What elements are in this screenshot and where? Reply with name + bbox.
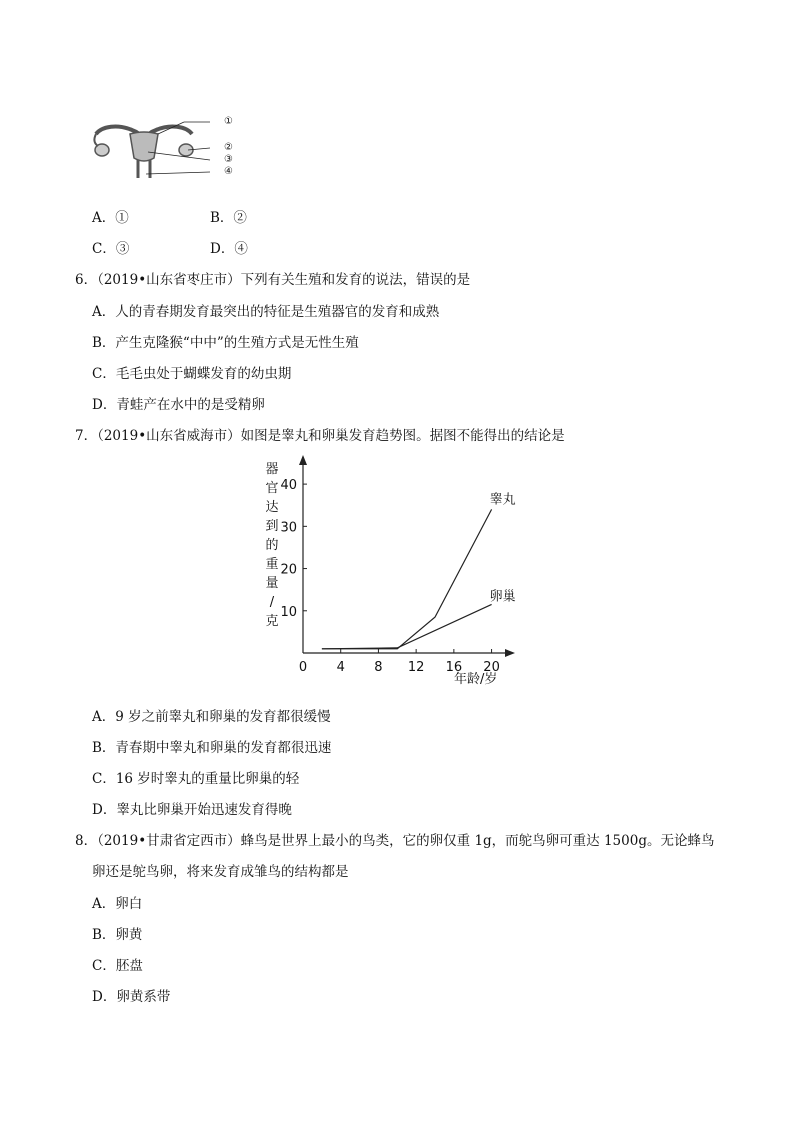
q6-stem: 6．（2019•山东省枣庄市）下列有关生殖和发育的说法，错误的是 (75, 272, 471, 288)
q7-option-d[interactable]: D．睾丸比卵巢开始迅速发育得晚 (92, 802, 292, 818)
x-tick-label: 12 (407, 660, 425, 675)
q8-option-a[interactable]: A．卵白 (92, 896, 143, 912)
option-letter: D． (210, 241, 235, 257)
option-letter: B． (210, 210, 234, 226)
growth-chart (250, 455, 540, 695)
q7-stem: 7．（2019•山东省威海市）如图是睾丸和卵巢发育趋势图。据图不能得出的结论是 (75, 428, 565, 444)
q6-option-d[interactable]: D．青蛙产在水中的是受精卵 (92, 397, 265, 413)
x-tick-label: 4 (336, 660, 345, 675)
q8-stem-line1: 8．（2019•甘肃省定西市）蜂鸟是世界上最小的鸟类，它的卵仅重 1g，而鸵鸟卵可重达 1500g。无论蜂鸟 (75, 833, 715, 849)
q7-option-c[interactable]: C．16 岁时睾丸的重量比卵巢的轻 (92, 771, 300, 787)
option-text: ② (233, 210, 247, 226)
x-axis-arrow (505, 649, 515, 657)
y-tick-label: 20 (280, 562, 297, 578)
y-tick-label: 40 (280, 478, 297, 494)
x-tick-label: 20 (483, 660, 500, 675)
x-tick-label: 0 (298, 660, 308, 675)
x-tick-label: 16 (445, 660, 463, 675)
option-text: ① (115, 210, 129, 226)
q6-option-b[interactable]: B．产生克隆猴“中中”的生殖方式是无性生殖 (92, 335, 359, 351)
option-text: ③ (115, 241, 130, 257)
q5-option-b[interactable] (210, 206, 247, 226)
option-text: ④ (234, 241, 248, 257)
option-letter: C． (92, 241, 116, 257)
x-tick-label: 8 (374, 660, 383, 675)
y-axis-arrow (299, 455, 307, 465)
q6-option-c[interactable]: C．毛毛虫处于蝴蝶发育的幼虫期 (92, 366, 292, 382)
uterus-diagram (88, 112, 228, 184)
series-line-1 (322, 509, 492, 648)
q5-option-c[interactable] (92, 237, 129, 257)
diagram-label-2: ② (224, 142, 233, 153)
option-letter: A． (92, 210, 116, 226)
diagram-label-1: ① (224, 116, 233, 127)
q8-option-d[interactable]: D．卵黄系带 (92, 989, 171, 1005)
q7-option-b[interactable]: B．青春期中睾丸和卵巢的发育都很迅速 (92, 740, 332, 756)
y-axis-label: 器官达到的重量/克 (265, 462, 279, 629)
series-line-2 (322, 604, 492, 648)
diagram-label-4: ④ (224, 166, 233, 177)
q6-option-a[interactable]: A．人的青春期发育最突出的特征是生殖器官的发育和成熟 (92, 304, 440, 320)
series-label-1: 睾丸 (489, 492, 516, 508)
q7-option-a[interactable]: A．9 岁之前睾丸和卵巢的发育都很缓慢 (92, 709, 331, 725)
y-tick-label: 10 (280, 604, 297, 620)
q5-option-a[interactable] (92, 206, 129, 226)
y-tick-label: 30 (280, 520, 297, 536)
q8-stem-line2: 卵还是鸵鸟卵，将来发育成雏鸟的结构都是 (92, 864, 349, 880)
series-label-2: 卵巢 (489, 589, 516, 605)
q8-option-b[interactable]: B．卵黄 (92, 927, 143, 943)
diagram-label-3: ③ (224, 154, 233, 165)
q8-option-c[interactable]: C．胚盘 (92, 958, 143, 974)
x-axis-label: 年龄/岁 (454, 672, 498, 687)
vagina (138, 160, 150, 178)
uterus-body (130, 132, 158, 161)
q5-option-d[interactable] (210, 237, 248, 257)
